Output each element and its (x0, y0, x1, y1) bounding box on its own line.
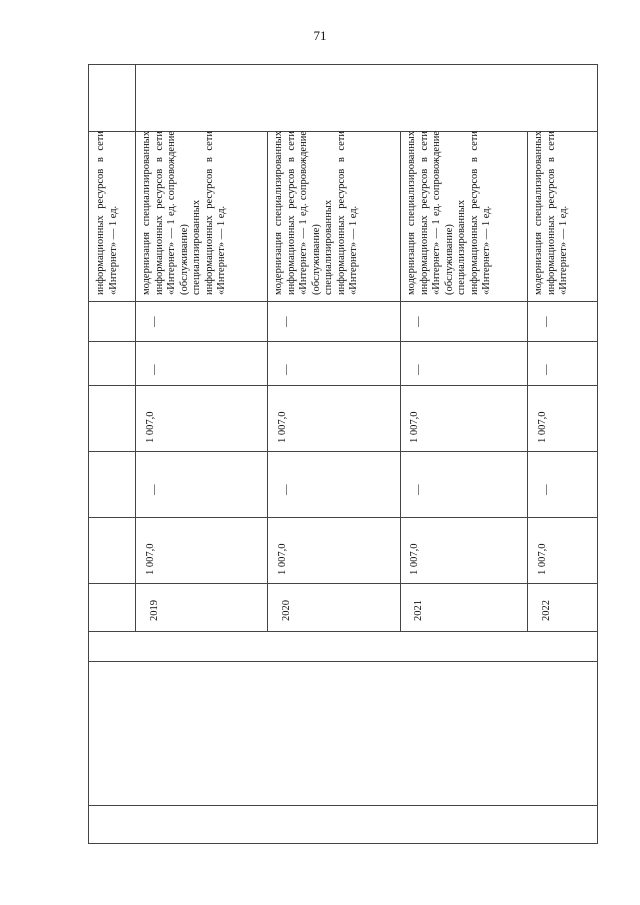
dash-value: — (149, 364, 160, 375)
dash-value: — (281, 316, 292, 327)
year-value: 2021 (413, 600, 424, 621)
year-value: 2022 (541, 600, 552, 621)
regional-value: 1 007,0 (277, 411, 288, 443)
total-value: 1 007,0 (277, 543, 288, 575)
dash-value: — (149, 484, 160, 495)
carryover-text: информационных ресурсов в сети «Интернет» — 1 ед. (95, 131, 119, 295)
result-text: модернизация специализированных информационных ресурсов в сети «Интернет» — 1 ед. сопровождение (обслуживание) специализированных информационных ресурсов в сети «Интернет» — 1 ед. (141, 131, 227, 295)
table-hline (89, 385, 597, 386)
result-text: модернизация специализированных информационных ресурсов в сети «Интернет» — 1 ед. сопровождение (обслуживание) специализированных информационных ресурсов в сети «Интернет» — 1 ед. (406, 131, 492, 295)
dash-value: — (281, 364, 292, 375)
dash-value: — (413, 484, 424, 495)
dash-value: — (149, 316, 160, 327)
dash-value: — (541, 364, 552, 375)
total-value: 1 007,0 (145, 543, 156, 575)
dash-value: — (541, 484, 552, 495)
table-vline (135, 131, 136, 631)
table-hline (89, 661, 597, 662)
total-value: 1 007,0 (537, 543, 548, 575)
table-hline (89, 583, 597, 584)
total-value: 1 007,0 (409, 543, 420, 575)
table-vline (527, 131, 528, 631)
result-text: модернизация специализированных информационных ресурсов в сети «Интернет» — 1 ед. (533, 131, 569, 295)
year-value: 2020 (281, 600, 292, 621)
table-hline (89, 451, 597, 452)
regional-value: 1 007,0 (145, 411, 156, 443)
dash-value: — (413, 364, 424, 375)
regional-value: 1 007,0 (409, 411, 420, 443)
regional-value: 1 007,0 (537, 411, 548, 443)
table-hline (89, 631, 597, 632)
page-number: 71 (313, 28, 327, 43)
dash-value: — (541, 316, 552, 327)
table-hline (89, 805, 597, 806)
table-vline (135, 65, 136, 131)
table-hline (89, 517, 597, 518)
table-hline (89, 341, 597, 342)
dash-value: — (413, 316, 424, 327)
data-table (88, 64, 598, 844)
result-text: модернизация специализированных информационных ресурсов в сети «Интернет» — 1 ед. сопровождение (обслуживание) специализированных информационных ресурсов в сети «Интернет» — 1 ед. (273, 131, 359, 295)
table-hline (89, 301, 597, 302)
dash-value: — (281, 484, 292, 495)
year-value: 2019 (149, 600, 160, 621)
table-vline (267, 131, 268, 631)
table-vline (400, 131, 401, 631)
